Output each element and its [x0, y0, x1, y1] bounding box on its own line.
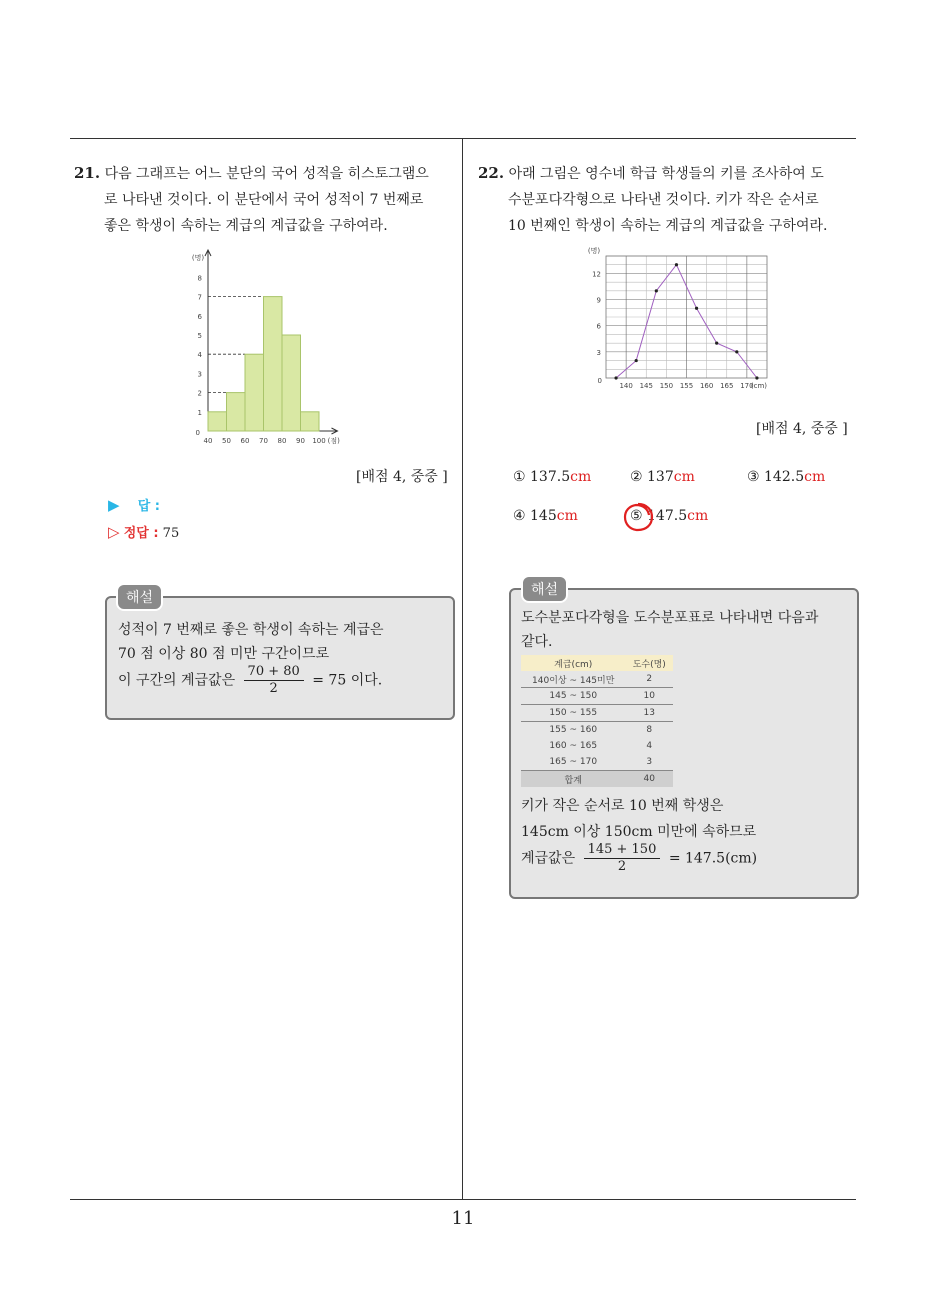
choice-4-unit: cm — [556, 508, 578, 524]
table-cell: 합계 — [521, 771, 625, 788]
q22-number: 22. — [478, 164, 505, 182]
q22-sol-line5-pre: 계급값은 — [521, 850, 576, 867]
top-rule — [70, 138, 856, 139]
q21-sol-line1: 성적이 7 번째로 좋은 학생이 속하는 계급은 — [118, 622, 384, 638]
choice-5-unit: cm — [687, 508, 709, 524]
choice-4-mark: ④ — [513, 508, 526, 524]
table-cell: 10 — [625, 688, 673, 705]
data-point — [675, 263, 678, 266]
choice-5-mark: ⑤ — [630, 508, 643, 524]
y-tick-label: 4 — [197, 351, 202, 360]
choice-2-unit: cm — [673, 469, 695, 485]
x-axis-label: (점) — [327, 437, 340, 445]
data-point — [635, 359, 638, 362]
y-tick-label: 12 — [592, 270, 601, 279]
q22-line1: 아래 그림은 영수네 학급 학생들의 키를 조사하여 도 — [508, 166, 824, 182]
data-point — [715, 342, 718, 345]
q22-line2: 수분포다각형으로 나타낸 것이다. 키가 작은 순서로 — [508, 192, 819, 208]
y-tick-label: 0 — [195, 429, 200, 437]
choice-4-value: 145 — [530, 508, 557, 524]
choice-4[interactable] — [513, 508, 578, 524]
q21-line2: 로 나타낸 것이다. 이 분단에서 국어 성적이 7 번째로 — [104, 192, 424, 208]
table-cell: 165 ~ 170 — [549, 757, 598, 767]
y-tick-label: 9 — [596, 296, 601, 305]
choice-5-value: 147.5 — [647, 508, 688, 524]
table-header-freq: 도수(명) — [625, 655, 673, 671]
q22-sol-line5 — [521, 842, 851, 875]
table-cell: 145 ~ 150 — [521, 688, 625, 705]
selected-choice-circle-icon — [621, 500, 655, 534]
histogram-bar — [208, 412, 227, 431]
table-row — [521, 722, 673, 739]
y-tick-label: 5 — [197, 332, 202, 340]
choice-1-value: 137.5 — [530, 469, 571, 485]
q22-line3: 10 번째인 학생이 속하는 계급의 계급값을 구하여라. — [508, 218, 828, 234]
outline-play-icon: ▷ — [108, 523, 120, 541]
x-tick-label: 165 — [720, 382, 734, 390]
page-number: 11 — [451, 1208, 475, 1229]
table-row — [521, 738, 673, 754]
q21-sol-fraction — [244, 664, 304, 697]
q21-correct-label: 정답 : — [123, 526, 159, 541]
histogram-bar — [227, 393, 246, 431]
x-tick-label: 155 — [679, 382, 694, 390]
frequency-table — [521, 655, 673, 787]
q21-sol-line3 — [118, 664, 448, 697]
table-cell: 40 — [625, 771, 673, 788]
q21-sol-line3-pre: 이 구간의 계급값은 — [118, 672, 236, 689]
y-axis-label: (명) — [191, 254, 205, 262]
q21-correct-row — [108, 522, 179, 541]
table-cell: 150 ~ 155 — [521, 705, 625, 722]
choice-2-mark: ② — [630, 469, 643, 485]
q21-line1: 다음 그래프는 어느 분단의 국어 성적을 히스토그램으 — [104, 166, 429, 182]
fraction-numerator: 145 + 150 — [584, 842, 661, 859]
x-tick-label: 80 — [277, 437, 287, 445]
q22-text — [478, 160, 863, 239]
choice-3-unit: cm — [804, 469, 826, 485]
q21-solution-tag: 해설 — [116, 583, 163, 611]
histogram-bar — [282, 335, 301, 431]
x-tick-label: 90 — [296, 437, 305, 445]
table-cell: 160 ~ 165 — [549, 741, 598, 751]
x-tick-label: 60 — [240, 437, 250, 445]
choice-2[interactable] — [630, 469, 695, 485]
q21-number: 21. — [74, 164, 101, 182]
q22-solution-text-top — [521, 606, 851, 654]
q21-answer-row — [108, 495, 160, 514]
table-cell: 3 — [646, 757, 653, 767]
table-cell: 8 — [625, 722, 673, 739]
choice-3-mark: ③ — [747, 469, 760, 485]
q22-sol-line5-post: = 147.5(cm) — [668, 850, 758, 867]
choice-1-unit: cm — [570, 469, 592, 485]
table-row — [521, 671, 673, 688]
y-tick-label: 2 — [197, 389, 202, 398]
y-tick-label: 1 — [197, 408, 202, 417]
table-row — [521, 688, 673, 705]
y-tick-label: 6 — [197, 312, 202, 321]
data-point — [695, 307, 698, 310]
q22-solution-text-bottom — [521, 794, 851, 875]
bottom-rule — [70, 1199, 856, 1200]
q22-sol-line1: 도수분포다각형을 도수분포표로 나타내면 다음과 — [521, 610, 819, 626]
data-point — [755, 376, 758, 379]
q21-points: [배점 4, 중중 ] — [356, 469, 448, 485]
y-tick-label: 7 — [197, 293, 202, 302]
x-tick-label: 100 — [312, 437, 326, 445]
q22-sol-fraction — [584, 842, 661, 875]
y-tick-label: 6 — [596, 322, 601, 331]
table-cell: 140이상 ~ 145미만 — [532, 675, 615, 686]
q22-sol-line2: 같다. — [521, 634, 553, 650]
column-divider — [462, 138, 463, 1200]
table-total-row — [521, 771, 673, 788]
table-header-class: 계급(cm) — [521, 655, 625, 671]
data-point — [655, 289, 658, 292]
x-tick-label: 70 — [259, 437, 268, 445]
table-cell: 4 — [646, 741, 653, 751]
x-tick-label: 160 — [699, 382, 714, 390]
fraction-denominator: 2 — [269, 681, 278, 696]
table-cell: 155 ~ 160 — [521, 722, 625, 739]
y-axis-label: (명) — [588, 247, 601, 255]
y-tick-label: 3 — [197, 370, 202, 379]
y-tick-label: 3 — [596, 348, 601, 357]
q22-points: [배점 4, 중중 ] — [756, 421, 848, 437]
x-tick-label: 145 — [639, 382, 653, 390]
fraction-denominator: 2 — [617, 859, 627, 874]
histogram-bar — [245, 354, 264, 431]
x-tick-label: 40 — [203, 437, 213, 445]
play-icon: ▶ — [108, 496, 120, 514]
q21-solution-text — [118, 618, 448, 697]
data-point — [614, 376, 617, 379]
fraction-numerator: 70 + 80 — [244, 664, 304, 681]
table-cell: 13 — [625, 705, 673, 722]
choice-2-value: 137 — [647, 469, 674, 485]
data-point — [735, 350, 738, 353]
x-tick-label: 140 — [619, 382, 633, 390]
table-cell: 2 — [646, 674, 653, 684]
x-axis-label: (cm) — [750, 382, 768, 390]
q21-answer-label: 답 : — [137, 499, 160, 514]
histogram-chart — [180, 246, 380, 446]
x-tick-label: 170 — [740, 382, 754, 390]
q21-sol-line2: 70 점 이상 80 점 미만 구간이므로 — [118, 646, 330, 662]
y-tick-label: 8 — [197, 274, 202, 283]
y-tick-label: 0 — [597, 377, 602, 385]
choice-3-value: 142.5 — [764, 469, 805, 485]
table-row — [521, 705, 673, 722]
q22-sol-line3: 키가 작은 순서로 10 번째 학생은 — [521, 798, 724, 814]
q21-sol-line3-post: = 75 이다. — [312, 672, 383, 689]
x-tick-label: 150 — [659, 382, 674, 390]
choice-3[interactable] — [747, 469, 825, 485]
x-tick-label: 50 — [222, 437, 231, 445]
q21-line3: 좋은 학생이 속하는 계급의 계급값을 구하여라. — [104, 218, 388, 234]
frequency-polygon-chart — [588, 244, 788, 394]
q22-solution-tag: 해설 — [521, 575, 568, 603]
choice-1-mark: ① — [513, 469, 526, 485]
histogram-bar — [264, 297, 283, 431]
q21-correct-value: 75 — [162, 526, 180, 541]
q22-sol-line4: 145cm 이상 150cm 미만에 속하므로 — [521, 824, 757, 840]
histogram-bar — [301, 412, 320, 431]
table-row — [521, 754, 673, 771]
choice-1[interactable] — [513, 469, 591, 485]
q21-text — [74, 160, 459, 239]
